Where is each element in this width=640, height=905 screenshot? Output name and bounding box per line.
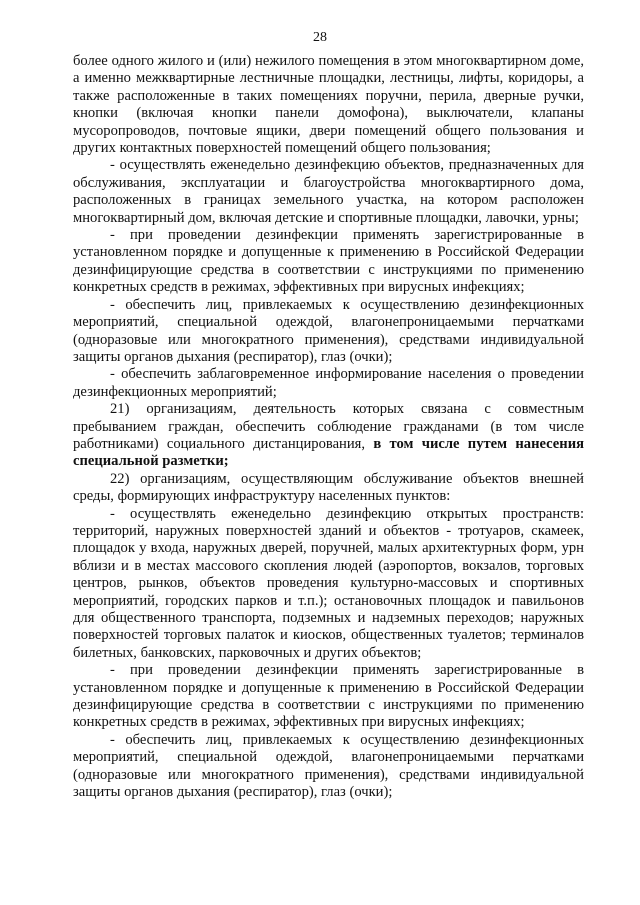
paragraph-text: - при проведении дезинфекции применять зарегистрированные в установленном порядке и допущенные к применению в Российской Федерации дезинфицирующие средства в соответствии с инструкциями по применению конкретных средств в режимах, эффективных при вирусных инфекциях; <box>73 662 584 731</box>
paragraph <box>73 366 584 401</box>
paragraph-text: - осуществлять еженедельно дезинфекцию открытых пространств: территорий, наружных поверхностей зданий и объектов - тротуаров, скамеек, площадок у входа, наружных дверей, поручней, малых архитектурных форм, урн вблизи и в местах массового скопления людей (аэропортов, вокзалов, торговых центров, рынков, объектов проведения культурно-массовых и спортивных мероприятий, городских парков и т.п.); остановочных площадок и павильонов для общественного транспорта, подземных и надземных переходов; наружных поверхностей торговых палаток и киосков, общественных туалетов; терминалов билетных, банковских, парковочных и других объектов; <box>73 505 584 661</box>
paragraph-text: 21) организациям, деятельность которых связана с совместным пребыванием граждан, обеспечить соблюдение гражданами (в том числе работниками) социального дистанцирования, <box>73 401 584 452</box>
paragraph-text: - обеспечить лиц, привлекаемых к осуществлению дезинфекционных мероприятий, специальной одеждой, влагонепроницаемыми перчатками (одноразовые или многократного применения), средствами индивидуальной защиты органов дыхания (респиратор), глаз (очки); <box>73 731 584 801</box>
paragraph-text: - обеспечить заблаговременное информирование населения о проведении дезинфекционных мероприятий; <box>73 366 584 400</box>
paragraph-text-bold: в том числе путем нанесения специальной разметки; <box>73 435 584 470</box>
paragraph-text: - при проведении дезинфекции применять зарегистрированные в установленном порядке и допущенные к применению в Российской Федерации дезинфицирующие средства в соответствии с инструкциями по применению конкретных средств в режимах, эффективных при вирусных инфекциях; <box>73 227 584 296</box>
paragraph <box>73 53 584 157</box>
paragraph-text: - обеспечить лиц, привлекаемых к осуществлению дезинфекционных мероприятий, специальной одеждой, влагонепроницаемыми перчатками (одноразовые или многократного применения), средствами индивидуальной защиты органов дыхания (респиратор), глаз (очки); <box>73 296 584 365</box>
document-body <box>73 53 584 801</box>
paragraph <box>73 227 584 297</box>
paragraph <box>73 506 584 663</box>
paragraph-text: 22) организациям, осуществляющим обслуживание объектов внешней среды, формирующих инфраструктуру населенных пунктов: <box>73 470 584 505</box>
paragraph <box>73 662 584 732</box>
paragraph <box>73 732 584 802</box>
paragraph <box>73 297 584 367</box>
paragraph-text: более одного жилого и (или) нежилого помещения в этом многоквартирном доме, а именно межквартирные лестничные площадки, лестницы, лифты, коридоры, а также расположенные в таких помещениях поручни, перила, дверные ручки, кнопки (включая кнопки панели домофона), выключатели, клапаны мусоропроводов, почтовые ящики, двери помещений общего пользования и других контактных поверхностей помещений общего пользования; <box>73 53 584 157</box>
page-number: 28 <box>313 30 327 45</box>
paragraph <box>73 157 584 227</box>
paragraph <box>73 471 584 506</box>
paragraph-text: - осуществлять еженедельно дезинфекцию объектов, предназначенных для обслуживания, эксплуатации и благоустройства многоквартирного дома, расположенных в границах земельного участка, на котором расположен многоквартирный дом, включая детские и спортивные площадки, лавочки, урны; <box>73 157 584 226</box>
paragraph <box>73 401 584 471</box>
